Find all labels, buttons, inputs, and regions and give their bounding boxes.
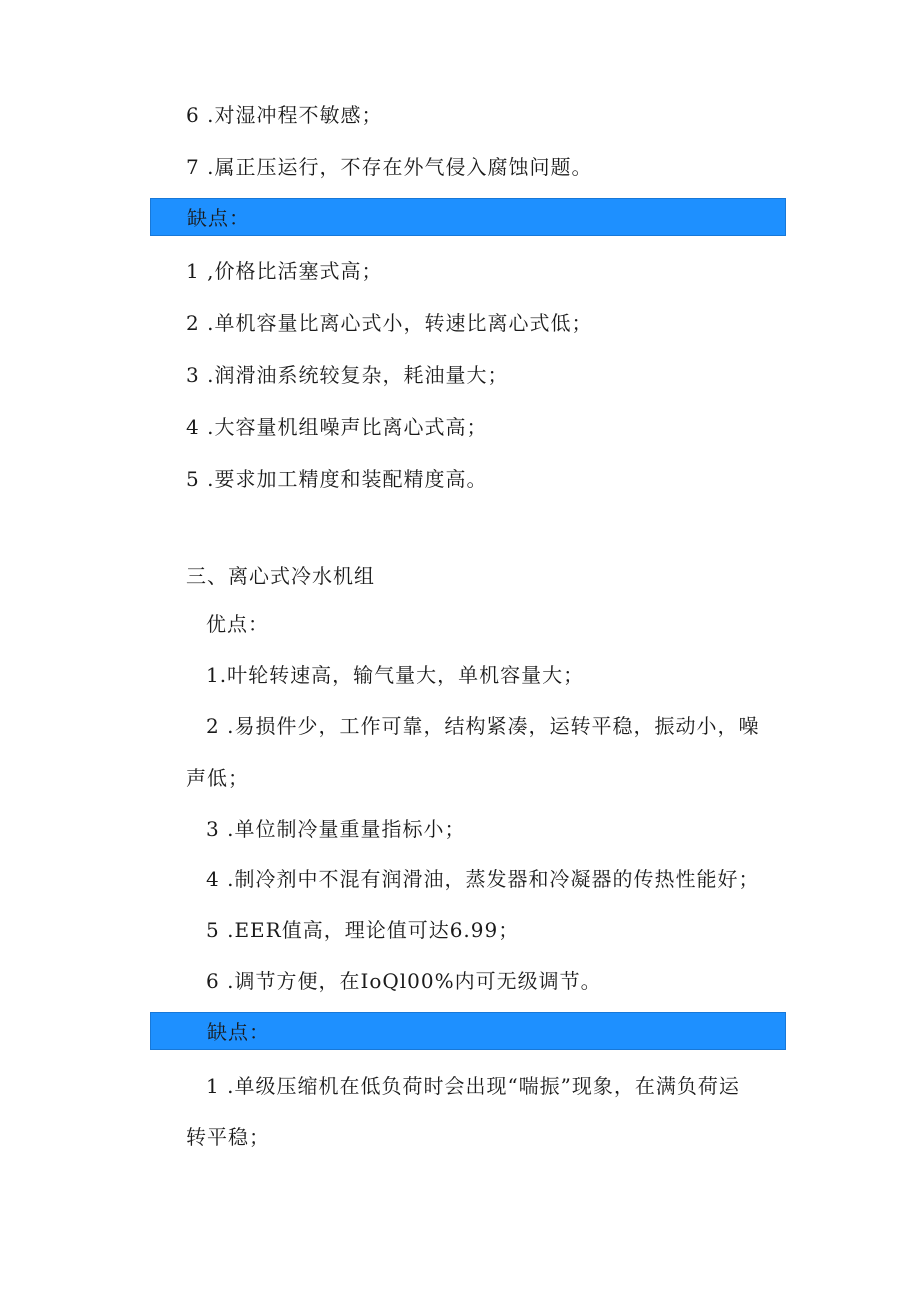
list-item: 6 .调节方便，在IoQl00%内可无级调节。 <box>206 969 602 993</box>
list-item: 5 .EER值高，理论值可达6.99； <box>206 918 520 942</box>
list-item: 2 .易损件少，工作可靠，结构紧凑，运转平稳，振动小，噪 <box>206 714 760 738</box>
section-heading: 三、离心式冷水机组 <box>186 564 375 588</box>
list-item: 4 .制冷剂中不混有润滑油，蒸发器和冷凝器的传热性能好； <box>206 867 760 891</box>
list-item-continuation: 声低； <box>186 766 249 790</box>
section-band <box>150 198 786 236</box>
list-item: 1 ,价格比活塞式高； <box>186 259 383 283</box>
list-item: 3 .润滑油系统较复杂，耗油量大； <box>186 363 509 387</box>
list-item: 2 .单机容量比离心式小，转速比离心式低； <box>186 311 593 335</box>
band-label: 缺点： <box>187 206 250 230</box>
band-label: 缺点： <box>207 1020 270 1044</box>
advantages-label: 优点： <box>206 612 269 636</box>
list-item: 6 .对湿冲程不敏感； <box>186 103 383 127</box>
list-item: 3 .单位制冷量重量指标小； <box>206 817 466 841</box>
list-item: 5 .要求加工精度和装配精度高。 <box>186 467 488 491</box>
list-item-continuation: 转平稳； <box>186 1125 270 1149</box>
list-item: 1 .单级压缩机在低负荷时会出现“喘振”现象，在满负荷运 <box>206 1074 740 1098</box>
list-item: 7 .属正压运行，不存在外气侵入腐蚀问题。 <box>186 155 593 179</box>
list-item: 1.叶轮转速高，输气量大，单机容量大； <box>206 663 585 687</box>
list-item: 4 .大容量机组噪声比离心式高； <box>186 415 488 439</box>
section-band <box>150 1012 786 1050</box>
